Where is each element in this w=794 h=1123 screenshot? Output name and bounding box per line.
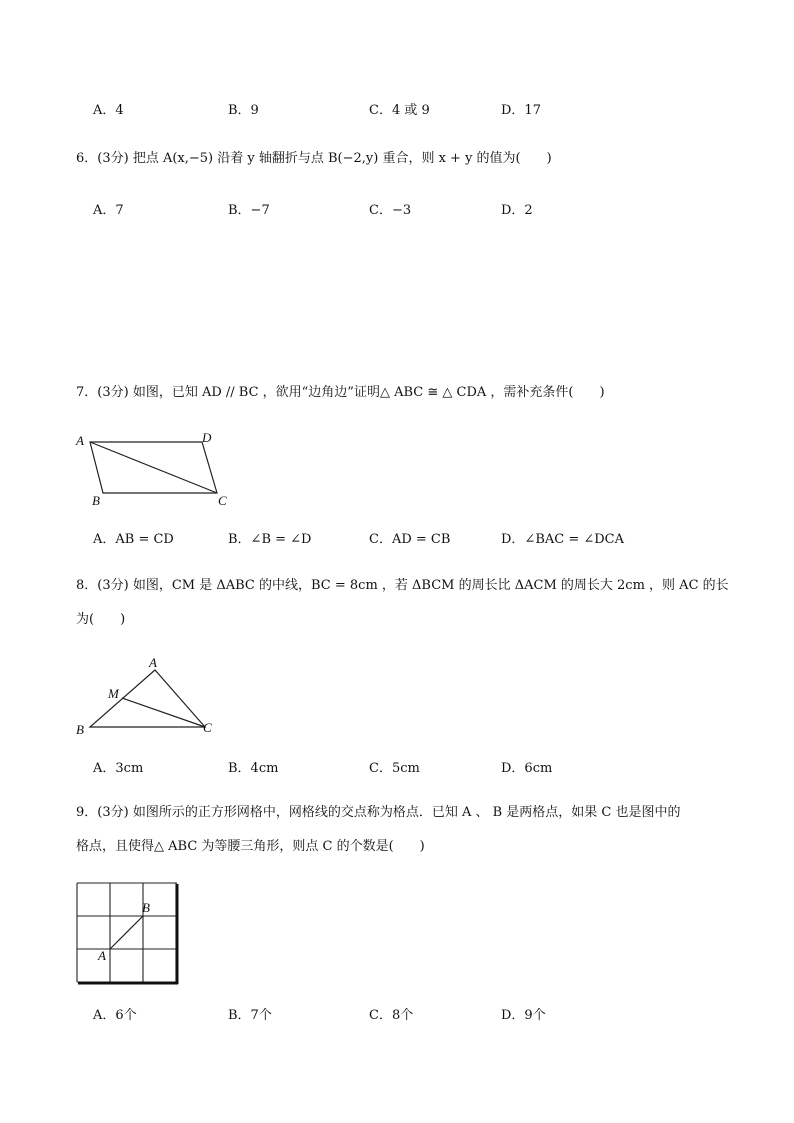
- q7-label-b: B: [92, 493, 100, 508]
- q7-label-a: A: [76, 433, 84, 448]
- q5-option-c: C．4 或 9: [369, 103, 430, 118]
- q5-option-a: A．4: [93, 103, 124, 118]
- q9-label-a: A: [98, 948, 106, 963]
- q9-segment-ab: [110, 916, 143, 949]
- q6-option-b: B．−7: [228, 203, 270, 218]
- q9-stem-line1: 9．(3分) 如图所示的正方形网格中，网格线的交点称为格点．已知 A 、 B 是两格点，如果 C 也是图中的: [76, 805, 681, 820]
- q7-stem: 7．(3分) 如图，已知 AD // BC ，欲用“边角边”证明△ ABC ≅ △ CDA ，需补充条件( ): [76, 385, 605, 400]
- q5-option-d: D．17: [501, 103, 541, 118]
- q8-option-c: C．5cm: [369, 761, 420, 776]
- q8-label-m: M: [108, 686, 119, 701]
- q6-option-c: C．−3: [369, 203, 412, 218]
- q9-option-c: C．8个: [369, 1008, 414, 1023]
- q8-option-d: D．6cm: [501, 761, 553, 776]
- q6-option-a: A．7: [93, 203, 124, 218]
- q7-parallelogram-figure: [72, 428, 242, 510]
- q9-option-b: B．7个: [228, 1008, 272, 1023]
- q8-label-b: B: [76, 722, 84, 737]
- q5-option-b: B．9: [228, 103, 259, 118]
- q8-label-c: C: [203, 720, 212, 735]
- q7-diagonal-ac: [90, 442, 217, 493]
- q8-stem-line2: 为( ): [76, 612, 126, 627]
- q7-option-b: B．∠B = ∠D: [228, 532, 312, 547]
- q9-label-b: B: [142, 900, 150, 915]
- q9-option-a: A．6个: [93, 1008, 137, 1023]
- q7-option-d: D．∠BAC = ∠DCA: [501, 532, 625, 547]
- q8-option-a: A．3cm: [93, 761, 144, 776]
- q8-label-a: A: [149, 655, 157, 670]
- q9-stem-line2: 格点，且使得△ ABC 为等腰三角形，则点 C 的个数是( ): [76, 839, 425, 854]
- q8-triangle-figure: [72, 652, 222, 742]
- q9-option-d: D．9个: [501, 1008, 546, 1023]
- q7-label-d: D: [202, 430, 212, 445]
- q9-grid-figure: [76, 882, 180, 986]
- q8-option-b: B．4cm: [228, 761, 279, 776]
- q8-stem-line1: 8．(3分) 如图，CM 是 ΔABC 的中线，BC = 8cm ，若 ΔBCM 的周长比 ΔACM 的周长大 2cm ，则 AC 的长: [76, 578, 729, 593]
- q7-option-a: A．AB = CD: [93, 532, 174, 547]
- q6-option-d: D．2: [501, 203, 533, 218]
- q7-option-c: C．AD = CB: [369, 532, 451, 547]
- q6-stem: 6．(3分) 把点 A(x,−5) 沿着 y 轴翻折与点 B(−2,y) 重合，则 x + y 的值为( ): [76, 151, 552, 166]
- q7-label-c: C: [218, 493, 227, 508]
